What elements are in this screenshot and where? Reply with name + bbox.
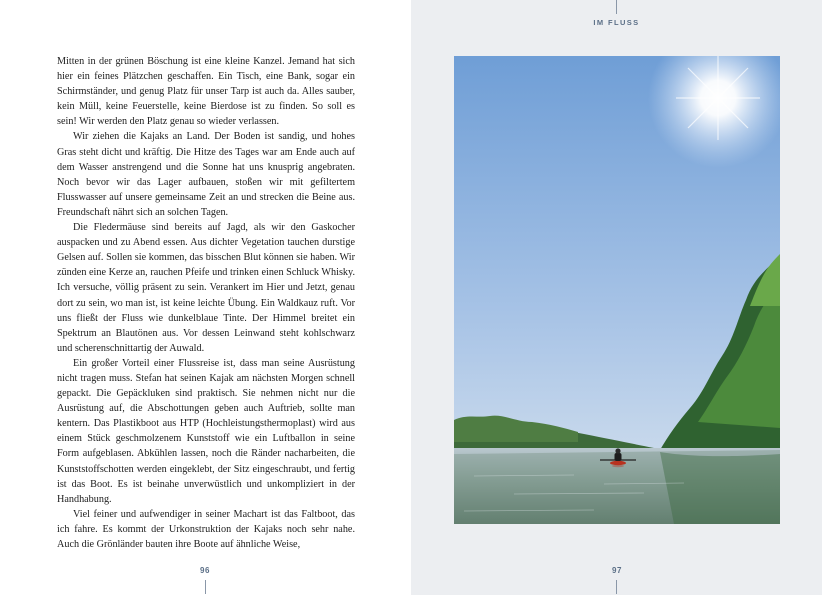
- paragraph: Die Fledermäuse sind bereits auf Jagd, als wir den Gaskocher auspacken und zu Abend essen. Aus dichter Vegetation tauchen durstige Gelsen auf. Sollen sie kommen, das bisschen Blut können sie haben. Wir zünden eine Kerze an, rauchen Pfeife und trinken einen Schluck Whisky. Ich versuche, völlig präsent zu sein. Verankert im Hier und Jetzt, genau dort zu sein, wo man ist, ist keine leichte Übung. Ein Waldkauz ruft. Vor uns fließt der Fluss wie dunkelblaue Tinte. Der Himmel breitet ein Spektrum an Blautönen aus. Vor dessen Leinwand steht kohlschwarz und scherenschnittartig der Auwald.: [57, 222, 355, 354]
- paragraph: Mitten in der grünen Böschung ist eine kleine Kanzel. Jemand hat sich hier ein feines Plätzchen geschaffen. Ein Tisch, eine Bank, sogar ein Schirmständer, und genug Platz für unser Tarp ist auch da. Alles sauber, kein Müll, keine Feuerstelle, keine Bierdose ist zu finden. So soll es sein! Wir werden den Platz genau so wieder verlassen.: [57, 56, 355, 128]
- page-number-right: 97: [612, 566, 622, 575]
- paragraph: Viel feiner und aufwendiger in seiner Machart ist das Faltboot, das ich fahre. Es kommt der Urkonstruktion der Kajaks noch sehr nahe. Auch die Grönländer bauten ihre Boote auf ähnliche Weise,: [57, 508, 355, 550]
- crop-mark: [616, 580, 617, 594]
- sun-rays: [676, 56, 760, 140]
- forest-reflection: [660, 452, 780, 524]
- crop-mark: [616, 0, 617, 14]
- running-head: IM FLUSS: [593, 18, 640, 27]
- kayak-river-photo: [454, 56, 780, 524]
- crop-mark: [205, 580, 206, 594]
- photo-illustration: [454, 56, 780, 524]
- paragraph: Ein großer Vorteil einer Flussreise ist, dass man seine Ausrüstung nicht tragen muss. Stefan hat seinen Kajak am nächsten Morgen schnell gepackt. Die Gepäckluken sind praktisch. Sie nehmen nicht nur die Ausrüstung auf, die Abschottungen geben auch Auftrieb, sollte man kentern. Das Plastikboot aus HTP (Hochleistungsthermoplast) wird aus einem Stück geschmolzenem Kunststoff wie ein Luftballon in seine Form aufgeblasen. Abkühlen lassen, noch die Ränder nacharbeiten, die Kunststoffschotten werden eingeklebt, der Sitz eingeschraubt, und fertig ist das Boot. Es ist beinahe unverwüstlich und unkompliziert in der Handhabung.: [57, 357, 355, 505]
- page-number-left: 96: [200, 566, 210, 575]
- body-text: [57, 54, 355, 552]
- paragraph: Wir ziehen die Kajaks an Land. Der Boden ist sandig, und hohes Gras steht dicht und kräftig. Die Hitze des Tages war am Ende auch auf dem Wasser anstrengend und die Sonne hat uns knusprig angebraten. Noch bevor wir das Lager aufbauen, stoßen wir mit gefiltertem Flusswasser auf unsere gemeinsame Zeit an und strecken die Beine aus. Freundschaft nährt sich an solchen Tagen.: [57, 131, 355, 218]
- right-page: [411, 0, 822, 595]
